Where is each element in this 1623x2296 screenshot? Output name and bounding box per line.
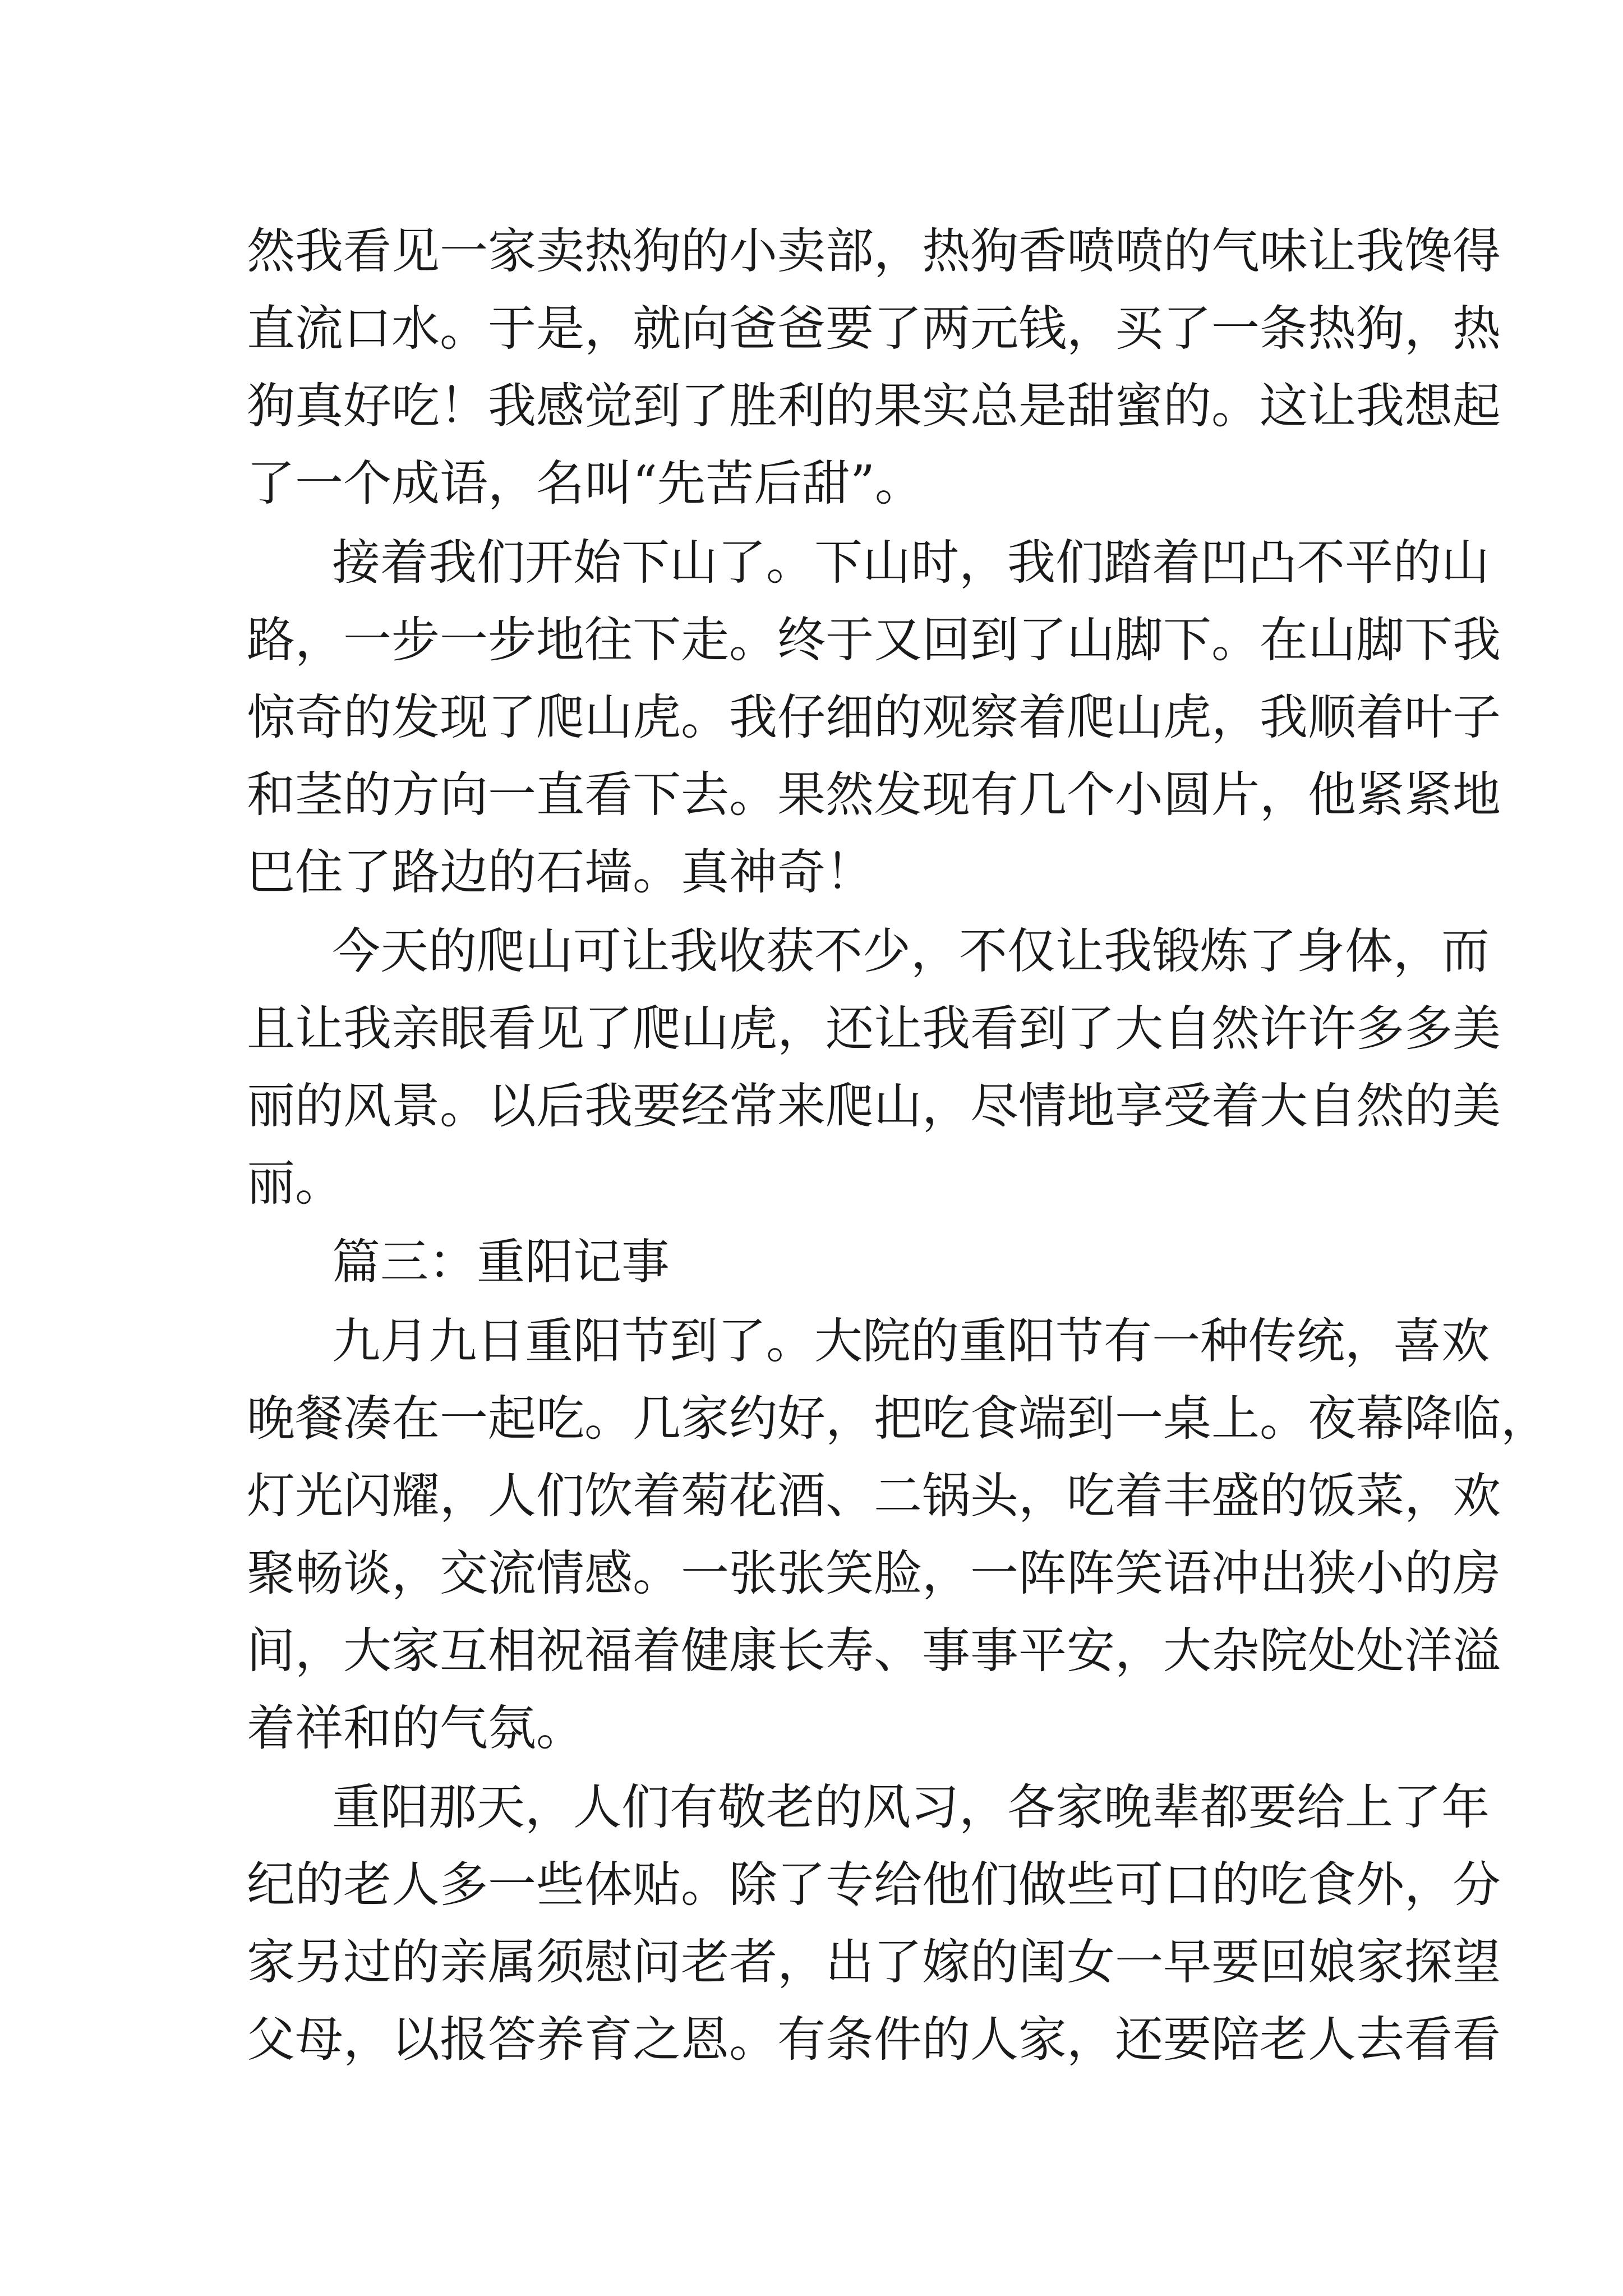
text-line: 接着我们开始下山了。下山时，我们踏着凹凸不平的山 xyxy=(332,535,1490,591)
text-line: 九月九日重阳节到了。大院的重阳节有一种传统，喜欢 xyxy=(332,1313,1490,1369)
text-line: 灯光闪耀，人们饮着菊花酒、二锅头，吃着丰盛的饭菜，欢 xyxy=(247,1468,1501,1524)
text-line: 重阳那天，人们有敬老的风习，各家晚辈都要给上了年 xyxy=(332,1779,1490,1835)
text-line: 家另过的亲属须慰问老者，出了嫁的闺女一早要回娘家探望 xyxy=(247,1934,1501,1990)
text-line: 然我看见一家卖热狗的小卖部，热狗香喷喷的气味让我馋得 xyxy=(247,223,1501,279)
text-line: 着祥和的气氛。 xyxy=(247,1700,584,1756)
text-line: 父母，以报答养育之恩。有条件的人家，还要陪老人去看看 xyxy=(247,2012,1501,2068)
text-line: 今天的爬山可让我收获不少，不仅让我锻炼了身体，而 xyxy=(332,923,1490,979)
text-line: 且让我亲眼看见了爬山虎，还让我看到了大自然许许多多美 xyxy=(247,1001,1501,1057)
text-line: 聚畅谈，交流情感。一张张笑脸，一阵阵笑语冲出狭小的房 xyxy=(247,1545,1501,1602)
text-line: 丽的风景。以后我要经常来爬山，尽情地享受着大自然的美 xyxy=(247,1078,1501,1134)
text-line: 路，一步一步地往下走。终于又回到了山脚下。在山脚下我 xyxy=(247,612,1501,668)
text-line: 巴住了路边的石墙。真神奇！ xyxy=(247,844,874,900)
text-line: 丽。 xyxy=(247,1156,343,1212)
text-line: 间，大家互相祝福着健康长寿、事事平安，大杂院处处洋溢 xyxy=(247,1623,1501,1679)
text-line: 纪的老人多一些体贴。除了专给他们做些可口的吃食外，分 xyxy=(247,1857,1501,1913)
text-line: 直流口水。于是，就向爸爸要了两元钱，买了一条热狗，热 xyxy=(247,301,1501,357)
text-line: 狗真好吃！我感觉到了胜利的果实总是甜蜜的。这让我想起 xyxy=(247,378,1501,434)
section-heading: 篇三：重阳记事 xyxy=(332,1234,670,1290)
text-line: 惊奇的发现了爬山虎。我仔细的观察着爬山虎，我顺着叶子 xyxy=(247,689,1501,746)
text-line: 晚餐凑在一起吃。几家约好，把吃食端到一桌上。夜幕降临， xyxy=(247,1391,1549,1447)
text-line: 和茎的方向一直看下去。果然发现有几个小圆片，他紧紧地 xyxy=(247,767,1501,823)
text-line: 了一个成语，名叫“先苦后甜”。 xyxy=(247,455,923,512)
